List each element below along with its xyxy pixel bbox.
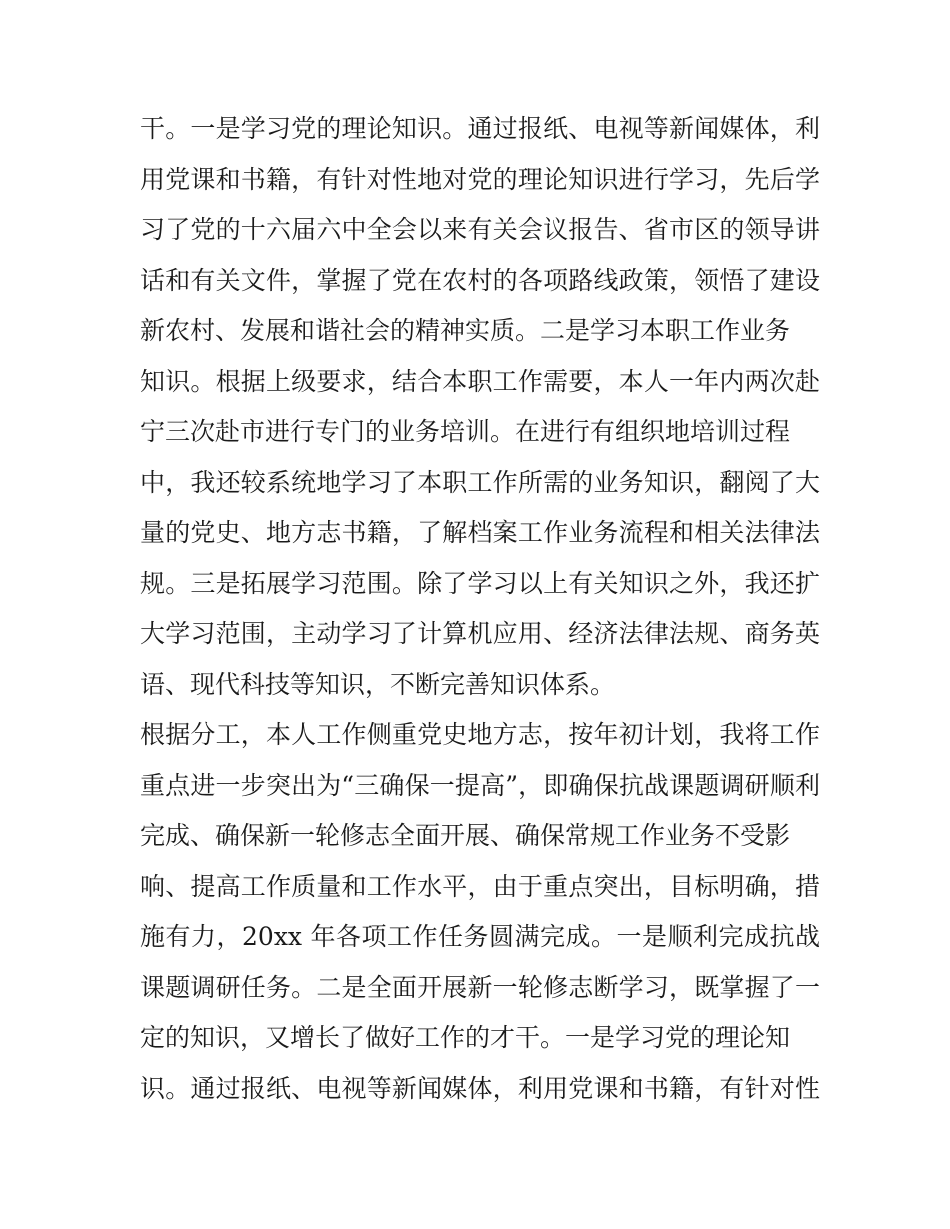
text-line: 大学习范围，主动学习了计算机应用、经济法律法规、商务英 — [140, 619, 820, 648]
text-line: 完成、确保新一轮修志全面开展、确保常规工作业务不受影 — [140, 821, 791, 850]
text-line: 响、提高工作质量和工作水平，由于重点突出，目标明确，措 — [140, 871, 820, 901]
text-line: 用党课和书籍，有针对性地对党的理论知识进行学习，先后学 — [140, 164, 820, 194]
document-body — [140, 104, 820, 1114]
text-line: 课题调研任务。二是全面开展新一轮修志断学习，既掌握了一 — [140, 972, 820, 1002]
text-line: 定的知识，又增长了做好工作的才干。一是学习党的理论知 — [140, 1023, 791, 1052]
text-line: 语、现代科技等知识，不断完善知识体系。 — [140, 669, 616, 699]
text-line: 新农村、发展和谐社会的精神实质。二是学习本职工作业务 — [140, 316, 791, 345]
text-line: 话和有关文件，掌握了党在农村的各项路线政策，领悟了建设 — [140, 265, 820, 295]
text-line: 重点进一步突出为“三确保一提高”，即确保抗战课题调研顺利 — [140, 770, 820, 800]
text-line: 知识。根据上级要求，结合本职工作需要，本人一年内两次赴 — [140, 366, 820, 396]
text-line: 识。通过报纸、电视等新闻媒体，利用党课和书籍，有针对性 — [140, 1073, 820, 1103]
text-line: 宁三次赴市进行专门的业务培训。在进行有组织地培训过程 — [140, 417, 791, 446]
text-line: 量的党史、地方志书籍，了解档案工作业务流程和相关法律法 — [140, 518, 820, 547]
text-line: 习了党的十六届六中全会以来有关会议报告、省市区的领导讲 — [140, 215, 820, 244]
text-line: 中，我还较系统地学习了本职工作所需的业务知识，翻阅了大 — [140, 467, 820, 497]
text-line: 干。一是学习党的理论知识。通过报纸、电视等新闻媒体，利 — [140, 114, 820, 143]
text-line: 根据分工，本人工作侧重党史地方志，按年初计划，我将工作 — [140, 720, 820, 749]
text-line: 施有力，20xx 年各项工作任务圆满完成。一是顺利完成抗战 — [140, 922, 820, 951]
text-line: 规。三是拓展学习范围。除了学习以上有关知识之外，我还扩 — [140, 568, 820, 598]
